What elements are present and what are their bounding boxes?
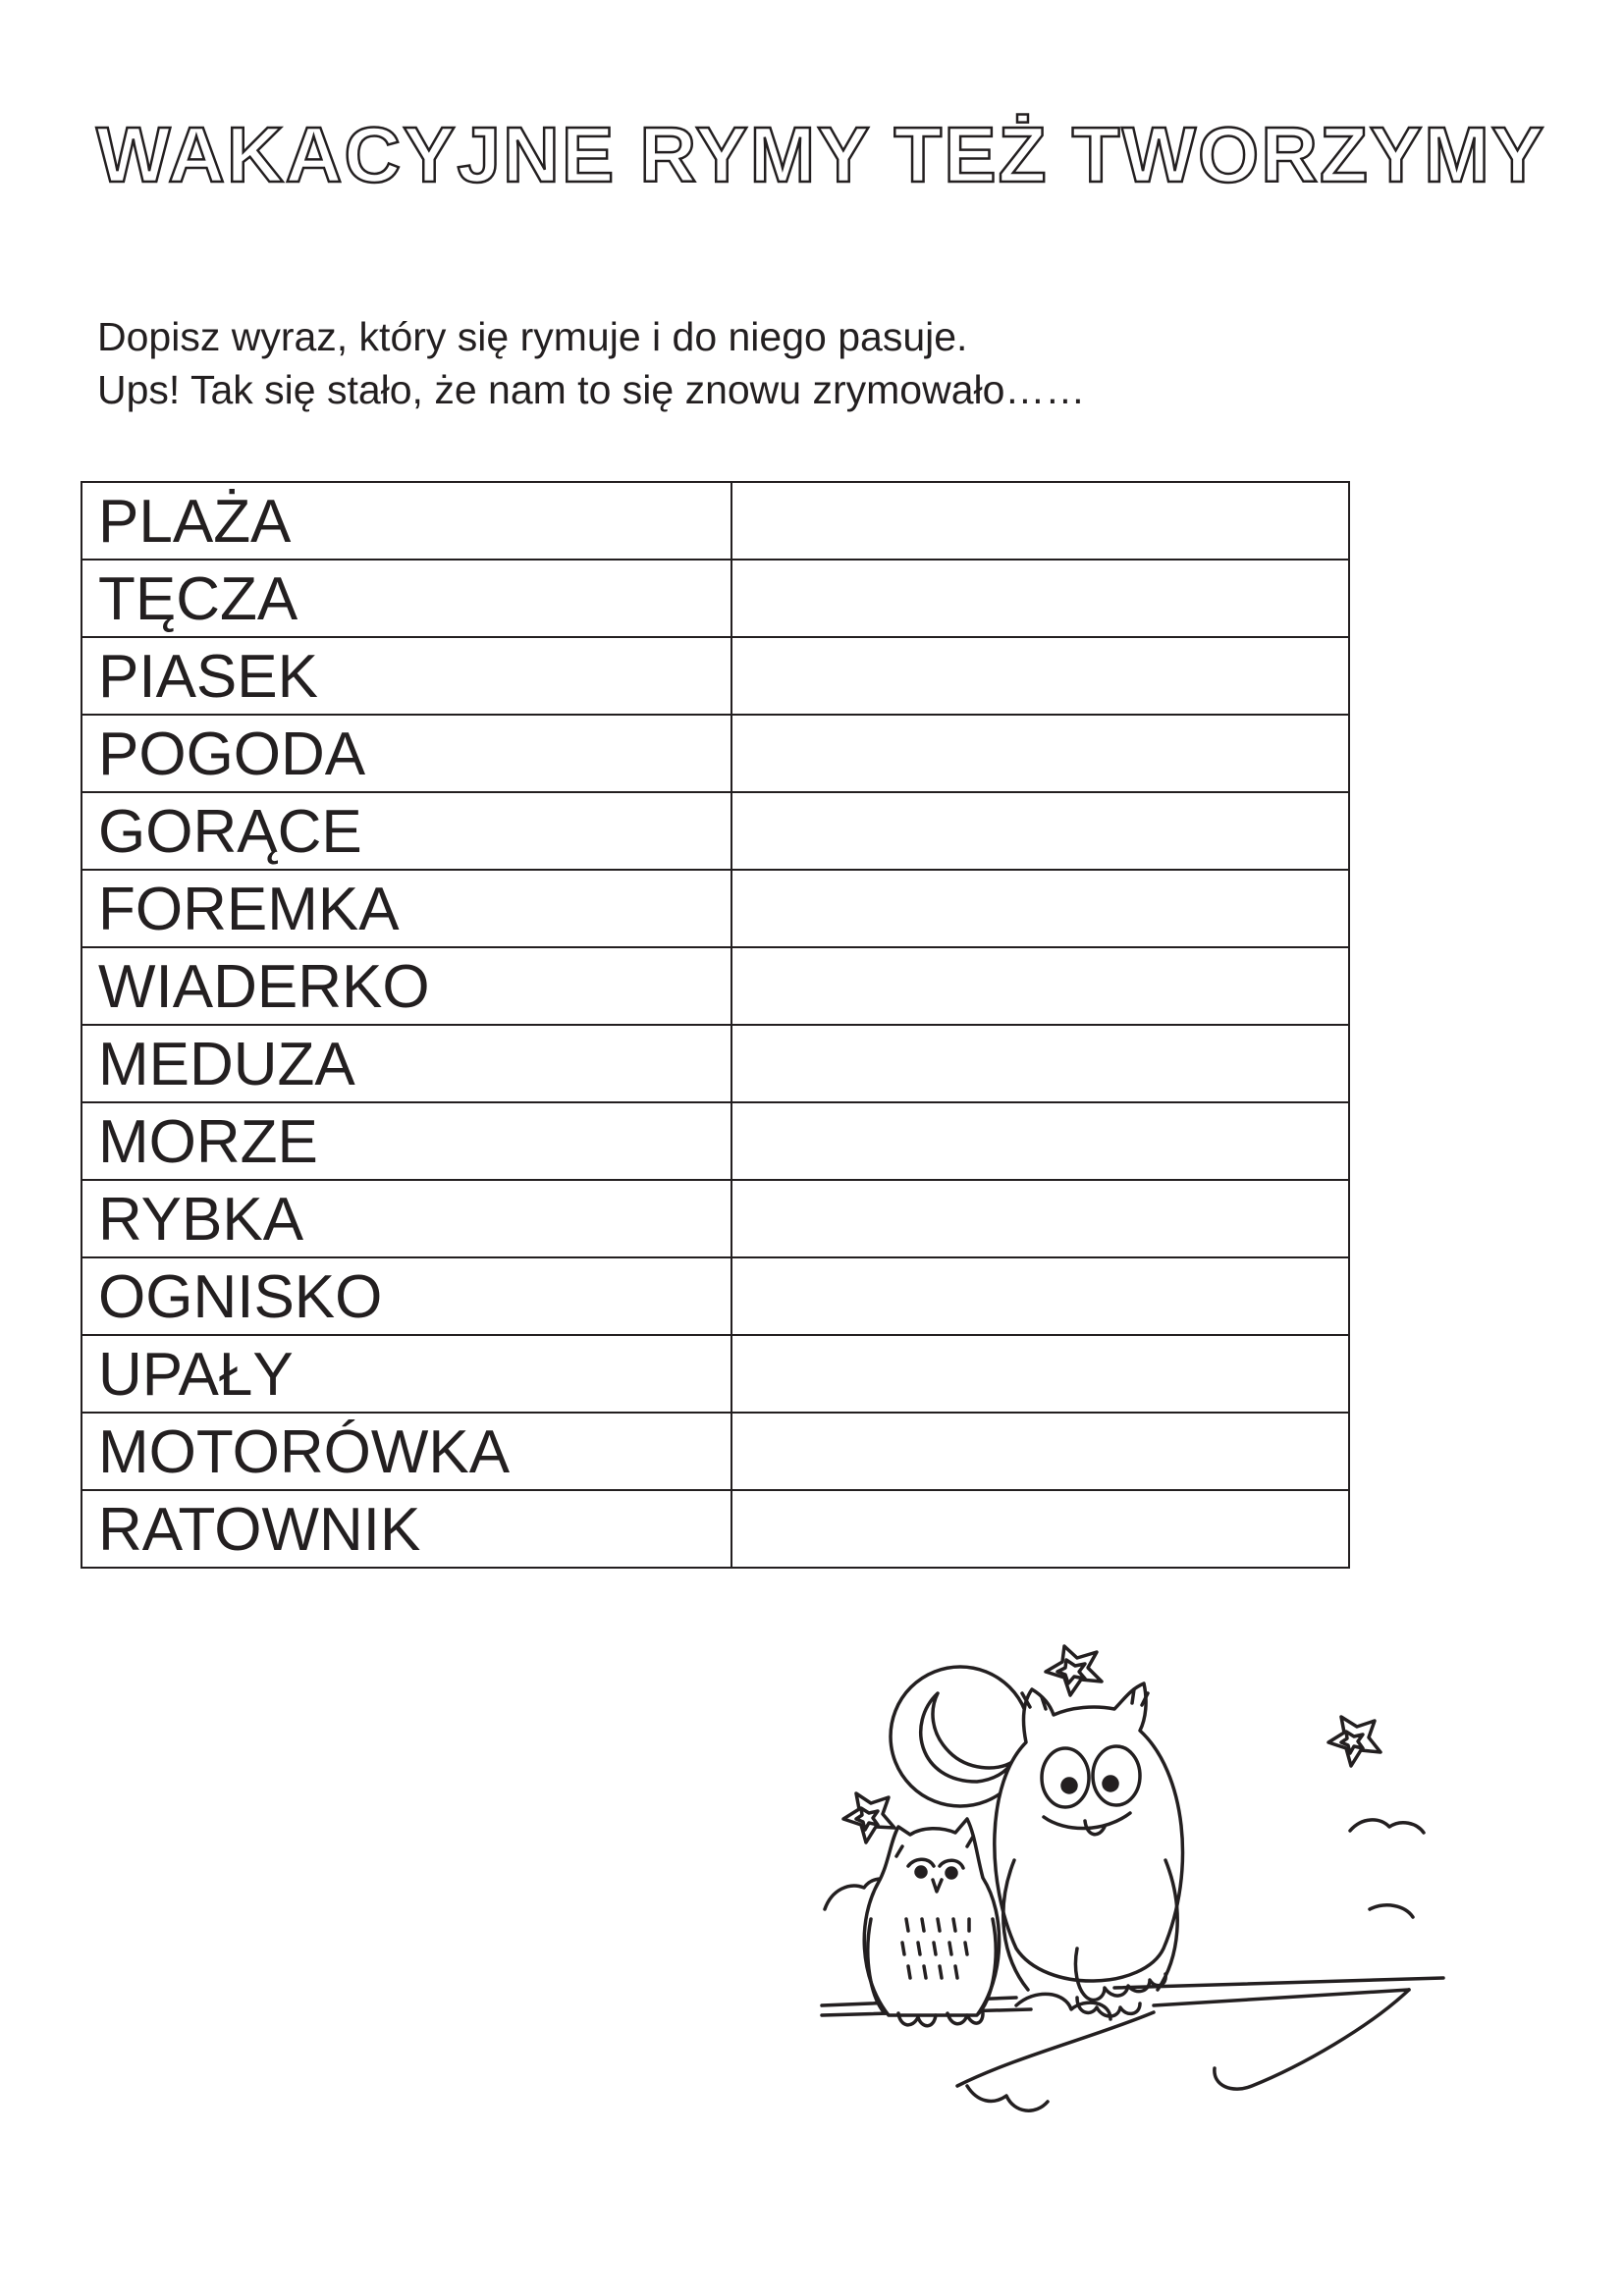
answer-cell[interactable] (731, 715, 1349, 792)
table-row (81, 1335, 1349, 1413)
star-icon (1046, 1646, 1102, 1695)
table-row (81, 1102, 1349, 1180)
answer-cell[interactable] (731, 560, 1349, 637)
word-cell: OGNISKO (81, 1257, 731, 1335)
table-row (81, 637, 1349, 715)
table-row (81, 1180, 1349, 1257)
answer-cell[interactable] (731, 870, 1349, 947)
owls-illustration (820, 1625, 1448, 2135)
instruction-line: Dopisz wyraz, który się rymuje i do niego pasuje. (97, 314, 968, 359)
instruction-line: Ups! Tak się stało, że nam to się znowu zrymowało…… (97, 367, 1086, 412)
rhyme-table (81, 481, 1350, 1569)
word-cell: PLAŻA (81, 482, 731, 560)
answer-cell[interactable] (731, 1257, 1349, 1335)
word-cell: GORĄCE (81, 792, 731, 870)
page-title: WAKACYJNE RYMY TEŻ TWORZYMY (96, 111, 1546, 198)
table-row (81, 715, 1349, 792)
word-cell: UPAŁY (81, 1335, 731, 1413)
answer-cell[interactable] (731, 1102, 1349, 1180)
word-cell: POGODA (81, 715, 731, 792)
table-row (81, 792, 1349, 870)
word-cell: MOTORÓWKA (81, 1413, 731, 1490)
word-cell: MEDUZA (81, 1025, 731, 1102)
word-cell: MORZE (81, 1102, 731, 1180)
answer-cell[interactable] (731, 1490, 1349, 1568)
word-cell: TĘCZA (81, 560, 731, 637)
instructions (97, 310, 1085, 416)
word-cell: WIADERKO (81, 947, 731, 1025)
answer-cell[interactable] (731, 1180, 1349, 1257)
word-cell: RYBKA (81, 1180, 731, 1257)
star-icon (843, 1793, 894, 1842)
word-cell: FOREMKA (81, 870, 731, 947)
answer-cell[interactable] (731, 1025, 1349, 1102)
owl-icon (864, 1819, 999, 2026)
answer-cell[interactable] (731, 947, 1349, 1025)
table-row (81, 1025, 1349, 1102)
table-row (81, 1413, 1349, 1490)
star-icon (1328, 1717, 1380, 1766)
answer-cell[interactable] (731, 1335, 1349, 1413)
word-cell: PIASEK (81, 637, 731, 715)
answer-cell[interactable] (731, 482, 1349, 560)
table-row (81, 560, 1349, 637)
answer-cell[interactable] (731, 792, 1349, 870)
word-cell: RATOWNIK (81, 1490, 731, 1568)
table-row (81, 1257, 1349, 1335)
table-row (81, 1490, 1349, 1568)
answer-cell[interactable] (731, 1413, 1349, 1490)
table-row (81, 870, 1349, 947)
answer-cell[interactable] (731, 637, 1349, 715)
table-row (81, 482, 1349, 560)
table-row (81, 947, 1349, 1025)
